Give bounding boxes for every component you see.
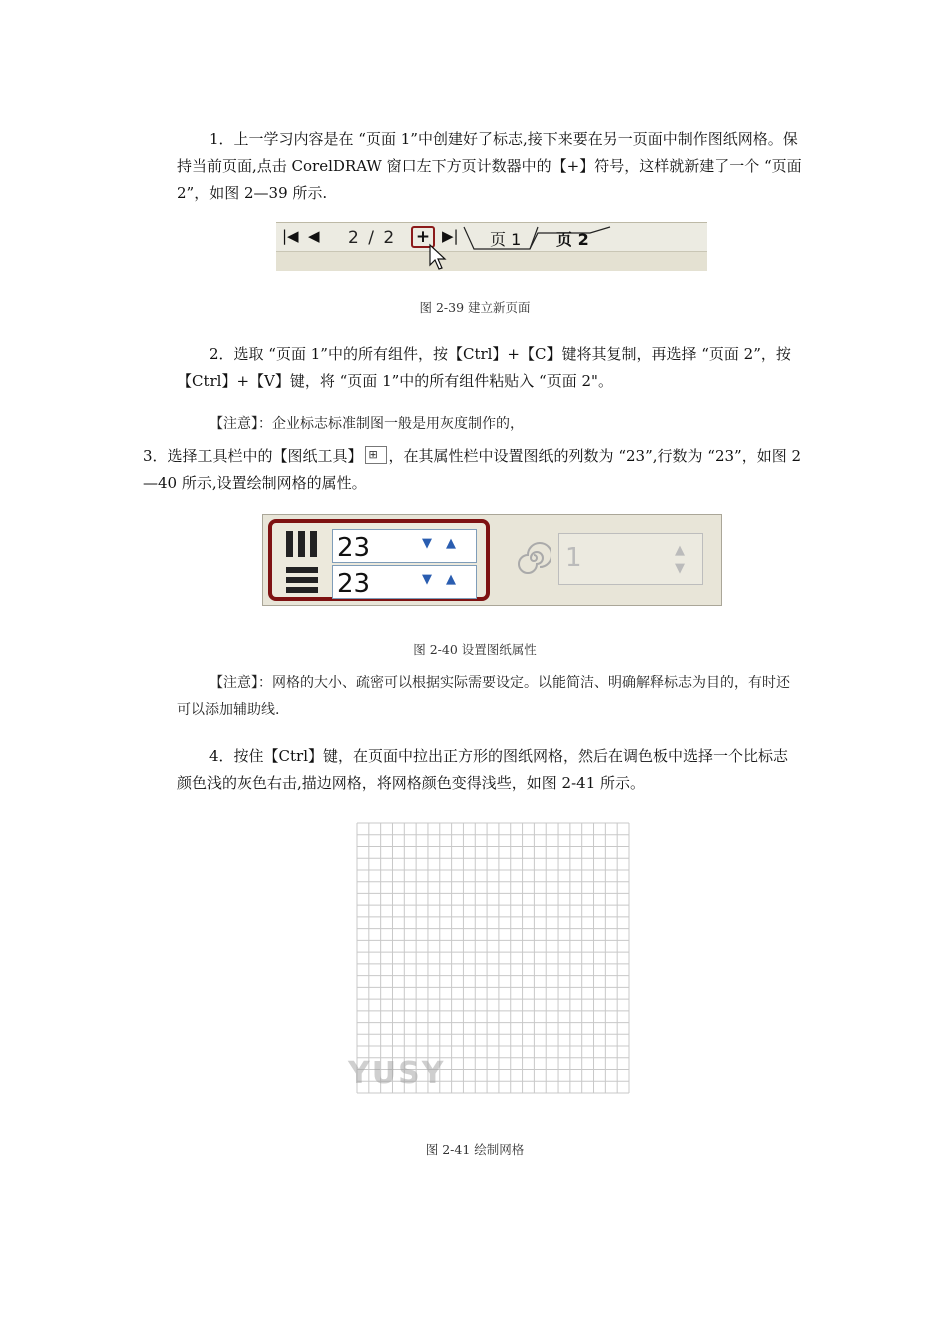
figure-caption-2-41: 图 2-41 绘制网格: [425, 1142, 525, 1157]
add-page-button[interactable]: +: [411, 226, 435, 248]
note-2: 【注意】：网格的大小、疏密可以根据实际需要设定。以能简洁、明确解释标志为目的，有时还可以添加辅助线.: [177, 675, 790, 718]
grid-settings-group: [268, 519, 490, 601]
mouse-cursor-icon: [428, 243, 448, 271]
prev-page-icon[interactable]: ◀: [308, 227, 320, 245]
watermark-logo: YUSY: [348, 1056, 446, 1091]
first-page-icon[interactable]: |◀: [282, 227, 299, 245]
last-page-icon[interactable]: ▶|: [442, 227, 459, 245]
page-tab-1[interactable]: 页 1: [490, 230, 522, 249]
graph-paper-property-bar: [262, 514, 722, 606]
spiral-revolutions-input: 1: [558, 533, 703, 585]
page-tabs-outline: [462, 225, 622, 251]
note-1: 【注意】：企业标志标准制图一般是用灰度制作的，: [209, 416, 524, 432]
paragraph-2: 2．选取 “页面 1”中的所有组件，按【Ctrl】+【C】键将其复制，再选择 “页面 2”，按【Ctrl】+【V】键，将 “页面 1”中的所有组件粘贴入 “页面 2"。: [177, 345, 791, 390]
columns-decrease-icon[interactable]: ▼: [422, 536, 432, 551]
figure-caption-2-40: 图 2-40 设置图纸属性: [413, 642, 537, 657]
status-strip: [276, 252, 707, 271]
columns-icon: [284, 529, 320, 559]
columns-input[interactable]: 23: [332, 529, 477, 563]
spiral-increase-icon: ▲: [675, 543, 685, 558]
rows-input[interactable]: 23: [332, 565, 477, 599]
rows-increase-icon[interactable]: ▲: [446, 572, 456, 587]
columns-increase-icon[interactable]: ▲: [446, 536, 456, 551]
page-counter: 2 / 2: [348, 228, 397, 248]
paragraph-3: [143, 443, 803, 497]
paragraph-3-text-b: ，在其属性栏中设置图纸的列数为 “23”,行数为 “23”，如图 2—40 所示,设置绘制网格的属性。: [143, 447, 802, 492]
page-counter-bar: [276, 222, 707, 271]
spiral-decrease-icon: ▼: [675, 561, 685, 576]
figure-caption-2-39: 图 2-39 建立新页面: [419, 300, 531, 315]
rows-decrease-icon[interactable]: ▼: [422, 572, 432, 587]
paragraph-3-text-a: 3．选择工具栏中的【图纸工具】: [143, 447, 363, 465]
paragraph-1: 1．上一学习内容是在 “页面 1”中创建好了标志,接下来要在另一页面中制作图纸网格。保持当前页面,点击 CorelDRAW 窗口左下方页计数器中的【+】符号，这样就新建了一个 “页面 2”，如图 2—39 所示.: [177, 130, 802, 202]
rows-icon: [284, 565, 320, 595]
graph-paper-icon: ⊞: [365, 446, 387, 464]
spiral-icon: [517, 541, 551, 575]
graph-paper-grid: [356, 822, 630, 1094]
paragraph-4: 4．按住【Ctrl】键，在页面中拉出正方形的图纸网格，然后在调色板中选择一个比标志颜色浅的灰色右击,描边网格，将网格颜色变得浅些，如图 2-41 所示。: [177, 747, 789, 792]
page-tab-2[interactable]: 页 2: [556, 230, 589, 249]
